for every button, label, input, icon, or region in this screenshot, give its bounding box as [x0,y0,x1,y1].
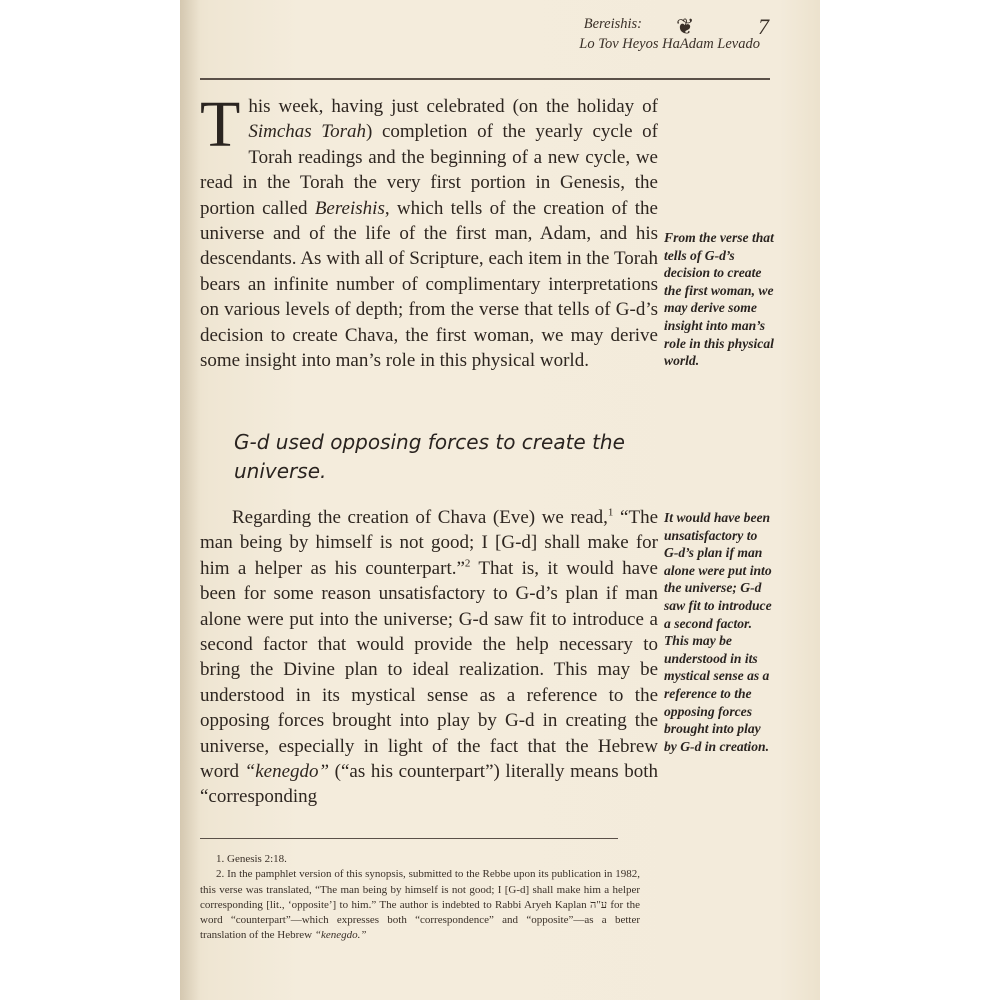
footnote-2 [200,867,640,943]
emphasis-kenegdo: “kenegdo” [244,761,330,783]
paragraph-intro-text-a: his week, having just celebrated (on the holiday of [248,96,658,117]
emphasis-simchas-torah: Simchas Torah [248,121,366,143]
footnote-rule [200,838,618,839]
running-header [579,14,760,54]
footnotes [200,852,640,944]
paragraph-creation-text-b: “The man being by himself is not good; I [G-d] shall make for him a helper as his counterpart.” [200,507,658,579]
page-number: 7 [758,14,769,39]
section-heading: G-d used opposing forces to create the universe. [234,430,625,483]
fleuron-ornament-icon: ❦ [676,14,695,39]
paragraph-intro-text-c: , which tells of the creation of the universe and of the life of the first man, Adam, and his descendants. As with all of Scripture, each item in the Torah bears an infinite number of complimentary interpretations on various levels of depth; from the verse that tells of G-d’s decision to create Chava, the first woman, we may derive some insight into man’s role in this physical world. [200,197,658,372]
paragraph-creation-text-c: That is, it would have been for some reason unsatisfactory to G-d’s plan if man alone were put into the universe; G-d saw fit to introduce a second factor that would provide the help necessary to bring the Divine plan to ideal realization. This may be understood in its mystical sense as a reference to the opposing forces brought into play by G-d in creating the universe, especially in light of the fact that the Hebrew word [200,557,658,783]
header-title-line1: Bereishis: [583,16,642,32]
paragraph-intro-text-b: ) completion of the yearly cycle of Torah readings and the beginning of a new cycle, we read in the Torah the very first portion in Genesis, the portion called [200,121,658,219]
margin-note-1: From the verse that tells of G-d’s decision to create the first woman, we may derive some insight into man’s role in this physical world. [664,230,774,369]
footnote-1: 1. Genesis 2:18. [216,853,287,865]
book-page [180,0,820,1000]
footnote-2-emphasis: “kenegdo.” [314,929,367,942]
footnote-ref-1[interactable]: 1 [607,506,614,519]
header-rule [200,78,770,80]
footnote-2-text: 2. In the pamphlet version of this synopsis, submitted to the Rebbe upon its publication in 1982, this verse was translated, “The man being by himself is not good; I [G-d] shall make him a helper corresponding [lit., ‘opposite’] to him.” The author is indebted to Rabbi Aryeh Kaplan ע"ה for the word “counterpart”—which expresses both “correspondence” and “opposite”—as a better translation of the Hebrew [200,868,640,942]
margin-note-2: It would have been unsatisfactory to G-d’s plan if man alone were put into the universe; G-d saw fit to introduce a second factor. This may be understood in its mystical sense as a reference to the opposing forces brought into play by G-d in creation. [664,510,772,754]
footnote-ref-2[interactable]: 2 [464,557,471,570]
drop-cap: T [200,88,241,161]
header-title-line2: Lo Tov Heyos HaAdam Levado [579,36,760,52]
emphasis-bereishis: Bereishis [314,197,385,219]
paragraph-creation-text-a: Regarding the creation of Chava (Eve) we read, [232,507,608,528]
paragraph-creation-text-d: (“as his counterpart”) literally means both “corresponding [200,761,658,808]
paragraph-intro [200,88,658,373]
gutter-shadow [180,0,200,1000]
paragraph-creation [200,505,658,810]
